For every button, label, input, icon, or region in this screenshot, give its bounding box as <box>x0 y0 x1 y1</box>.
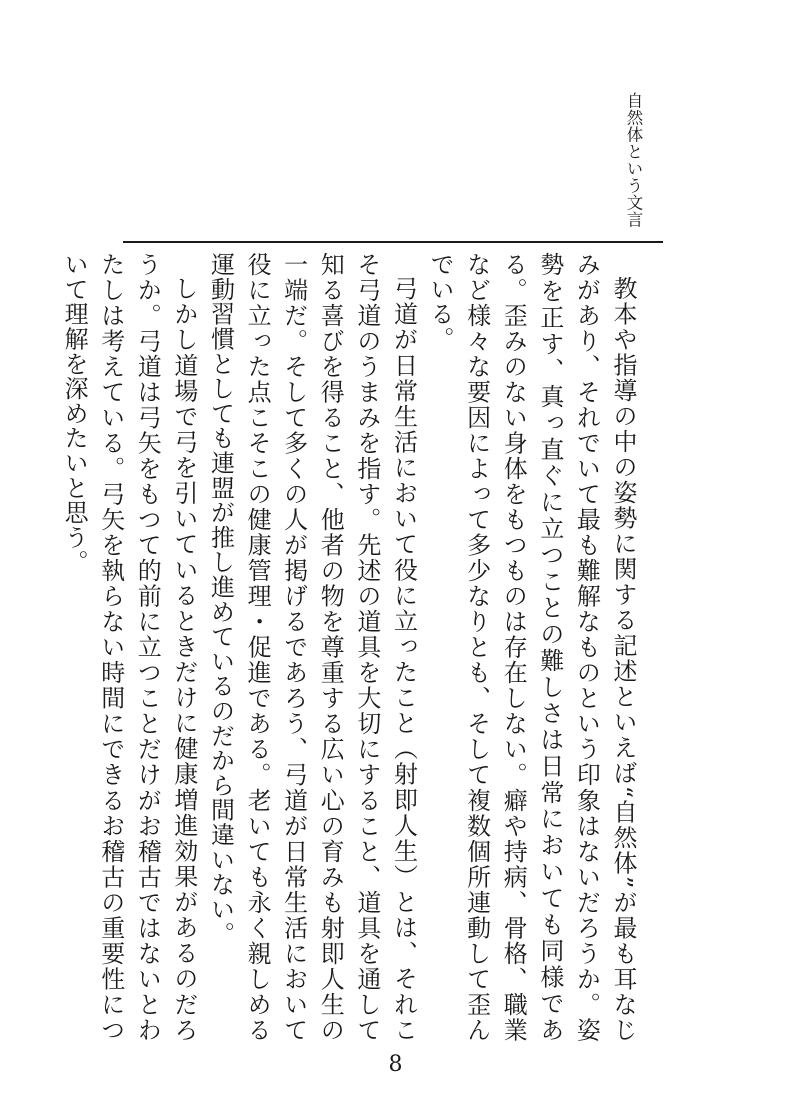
paragraph-1: 教本や指導の中の姿勢に関する記述といえば“自然体”が最も耳なじみがあり、それでいて最も難解なものという印象はないだろうか。姿勢を正す、真っ直ぐに立つことの難しさは日常においても同様である。歪みのない身体をもつものは存在しない。癖や持病、骨格、職業など様々な要因によって多少なりとも、そして複数個所連動して歪んでいる。 <box>426 252 637 1042</box>
header-rule <box>123 241 663 243</box>
page-number: 8 <box>388 1052 403 1077</box>
chapter-title: 自然体という文言 <box>624 92 643 228</box>
paragraph-2: 弓道が日常生活において役に立ったこと（射即人生）とは、それこそ弓道のうまみを指す。先述の道具を大切にすること、道具を通して知る喜びを得ること、他者の物を尊重する広い心の育みも射即人生の一端だ。そして多くの人が掲げるであろう、弓道が日常生活において役に立った点こそこの健康管理・促進である。老いても永く親しめる運動習慣としても連盟が推し進めているのだから間違いない。 <box>206 252 418 1042</box>
paragraph-3: しかし道場で弓を引いているときだけに健康増進効果があるのだろうか。弓道は弓矢をもつて的前に立つことだけがお稽古ではないとわたしは考えている。弓矢を執らない時間にできるお稽古の重要性について理解を深めたいと思う。 <box>60 252 198 1042</box>
body-text <box>60 252 641 1042</box>
